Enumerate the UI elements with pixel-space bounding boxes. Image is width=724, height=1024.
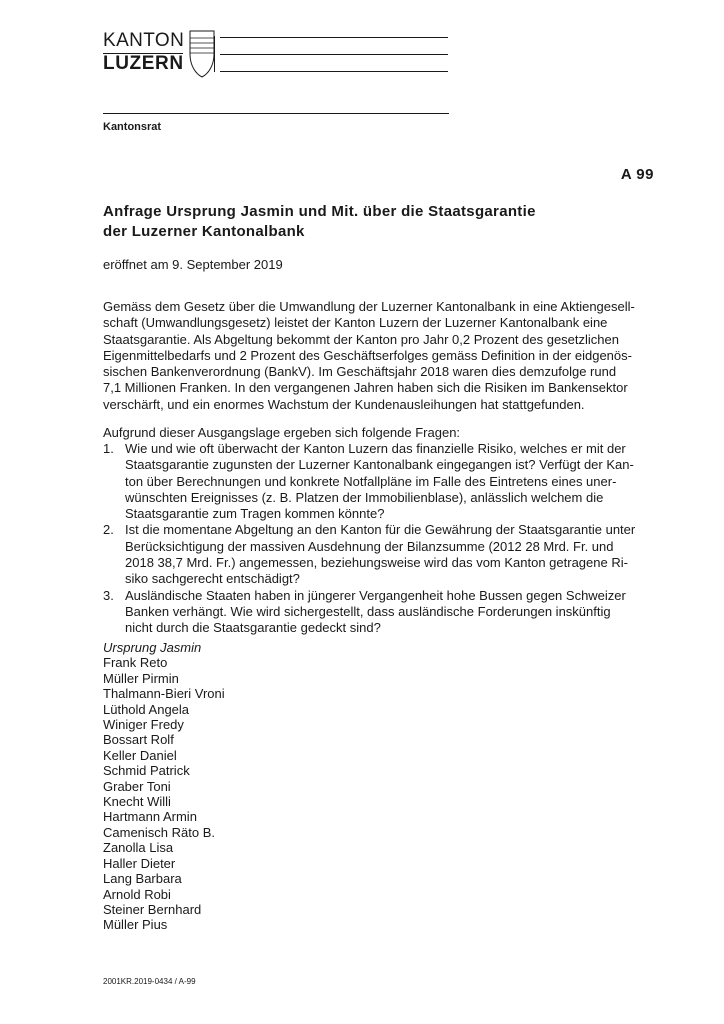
title-line: Anfrage Ursprung Jasmin und Mit. über die Staatsgarantie [103,203,536,220]
signatory: Graber Toni [103,778,171,794]
body-line: Eigenmittelbedarfs und 2 Prozent des Geschäftserfolges gemäss Definition in der eidgenös- [103,347,632,363]
signatories-list [103,640,225,933]
question-line: 2018 38,7 Mrd. Fr.) angemessen, beziehungsweise wird das vom Kanton getragene Ri- [125,555,628,571]
document-number: A 99 [620,166,654,183]
question-line: Staatsgarantie zugunsten der Luzerner Kantonalbank eingegangen ist? Verfügt der Kan- [125,457,634,473]
logo-kanton-text: KANTON [103,30,185,51]
header-rule [220,71,448,72]
question-line: Wie und wie oft überwacht der Kanton Luzern das finanzielle Risiko, welches er mit der [125,441,626,456]
signatory: Arnold Robi [103,886,171,902]
question-item [103,522,663,587]
signatory: Winiger Fredy [103,717,184,733]
question-number: 1. [103,441,114,456]
questions-intro: Aufgrund dieser Ausgangslage ergeben sich folgende Fragen: [103,425,461,440]
header-vertical-rule [214,36,215,72]
header-rule [220,54,448,55]
signatory: Zanolla Lisa [103,840,174,856]
department-rule [103,113,449,114]
questions-list [103,441,663,637]
document-reference: 2001KR.2019-0434 / A-99 [103,977,196,986]
signatory: Bossart Rolf [103,732,174,748]
signatory: Müller Pius [103,917,168,933]
question-line: Staatsgarantie zum Tragen kommen könnte? [125,506,385,522]
question-line: wünschten Ereignisses (z. B. Platzen der Immobilienblase), anlässlich welchem die [125,489,604,505]
intro-paragraph [103,299,663,413]
signatory: Camenisch Räto B. [103,824,215,840]
question-item [103,441,663,522]
body-line: Gemäss dem Gesetz über die Umwandlung der Luzerner Kantonalbank in eine Aktiengesell- [103,299,635,314]
signatory: Lüthold Angela [103,701,190,717]
body-line: verschärft, und ein enormes Wachstum der Kundenausleihungen hat stattgefunden. [103,396,585,412]
title-line: der Luzerner Kantonalbank [103,223,305,240]
signatory: Lang Barbara [103,871,182,887]
body-line: sischen Bankenverordnung (BankV). Im Geschäftsjahr 2018 waren dies demzufolge rund [103,364,617,380]
body-line: 7,1 Millionen Franken. In den vergangenen Jahren haben sich die Risiken im Bankensektor [103,380,628,396]
question-line: siko sachgerecht entschädigt? [125,571,300,587]
question-number: 3. [103,587,114,603]
canton-logo [103,30,217,78]
body-line: Staatsgarantie. Als Abgeltung bekommt der Kanton pro Jahr 0,2 Prozent des gesetzlichen [103,331,619,347]
question-number: 2. [103,522,114,538]
signatory: Haller Dieter [103,855,176,871]
header-rule [220,37,448,38]
question-line: nicht durch die Staatsgarantie gedeckt sind? [125,620,381,636]
signatory: Steiner Bernhard [103,901,202,917]
question-line: Banken verhängt. Wie wird sichergestellt, dass ausländische Forderungen inskünftig [125,603,611,619]
signatory: Schmid Patrick [103,763,190,779]
logo-luzern-text: LUZERN [103,53,184,74]
signatory: Keller Daniel [103,747,177,763]
body-line: schaft (Umwandlungsgesetz) leistet der Kanton Luzern der Luzerner Kantonalbank eine [103,315,608,331]
question-line: ton über Berechnungen und konkrete Notfallpläne im Falle des Eintretens eines uner- [125,473,617,489]
canton-crest-icon [189,30,215,78]
lead-signatory: Ursprung Jasmin [103,640,202,655]
opened-date: eröffnet am 9. September 2019 [103,257,283,272]
question-line: Berücksichtigung der massiven Ausdehnung der Bilanzsumme (2012 28 Mrd. Fr. und [125,538,614,554]
department-label: Kantonsrat [103,121,162,133]
signatory: Knecht Willi [103,794,171,810]
question-line: Ist die momentane Abgeltung an den Kanton für die Gewährung der Staatsgarantie unter [125,522,636,538]
signatory: Müller Pirmin [103,670,179,686]
signatory: Frank Reto [103,655,168,671]
question-line: Ausländische Staaten haben in jüngerer Vergangenheit hohe Bussen gegen Schweizer [125,587,626,603]
signatory: Thalmann-Bieri Vroni [103,686,225,702]
question-item [103,588,663,637]
document-title [103,202,663,242]
signatory: Hartmann Armin [103,809,197,825]
